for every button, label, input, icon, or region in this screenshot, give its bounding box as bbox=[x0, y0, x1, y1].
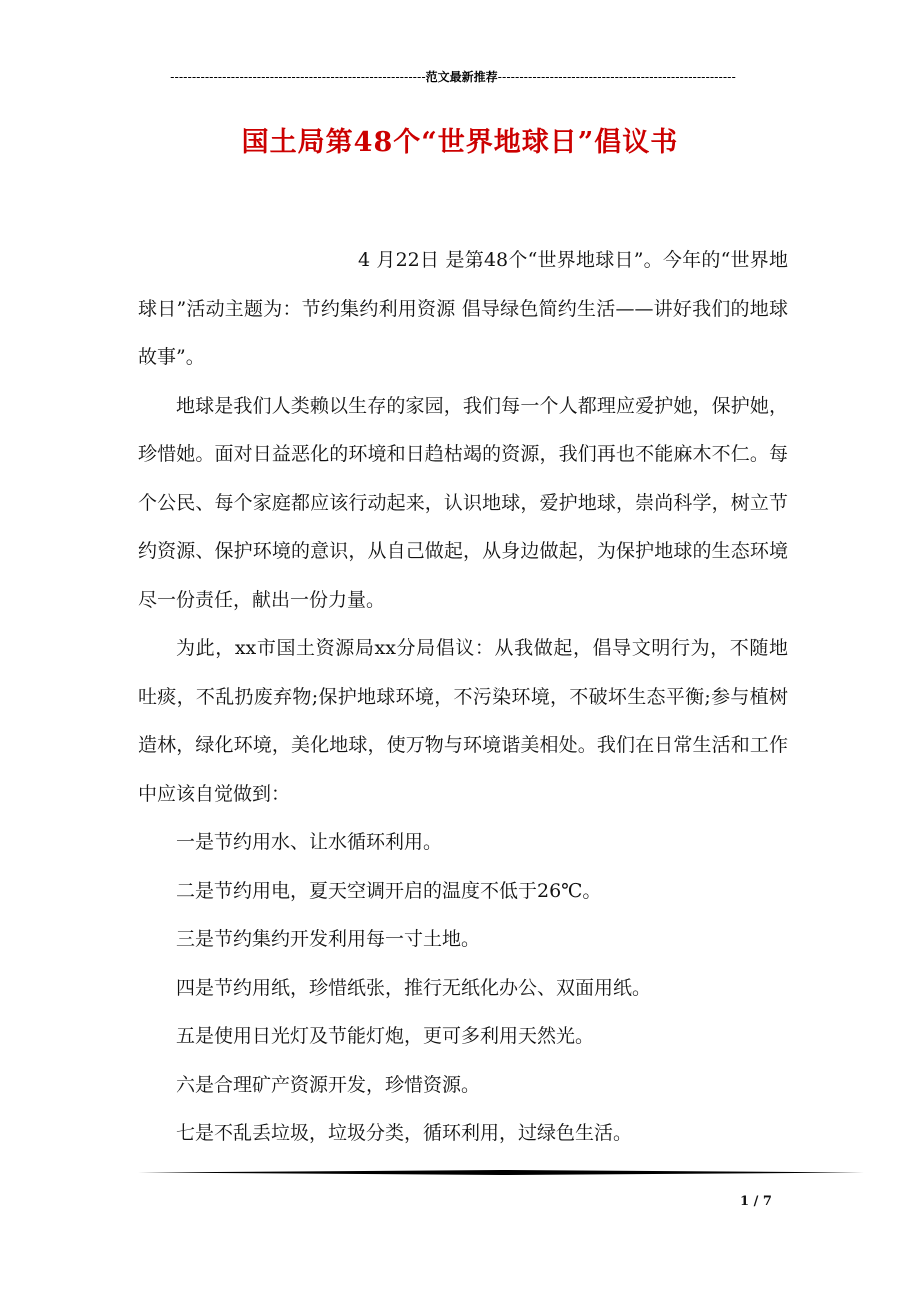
paragraph-earth-home: 地球是我们人类赖以生存的家园，我们每一个人都理应爱护她，保护她，珍惜她。面对日益恶化的环境和日趋枯竭的资源，我们再也不能麻木不仁。每个公民、每个家庭都应该行动起来，认识地球，爱护地球，崇尚科学，树立节约资源、保护环境的意识，从自己做起，从身边做起，为保护地球的生态环境尽一份责任，献出一份力量。 bbox=[138, 394, 788, 611]
paragraph-initiative: 为此，xx市国土资源局xx分局倡议：从我做起，倡导文明行为，不随地吐痰，不乱扔废弃物;保护地球环境，不污染环境，不破坏生态平衡;参与植树造林，绿化环境，美化地球，使万物与环境谐美相处。我们在日常生活和工作中应该自觉做到： bbox=[138, 637, 788, 805]
page-header bbox=[138, 68, 768, 85]
header-label: 范文最新推荐 bbox=[425, 70, 498, 84]
list-item-2: 二是节约用电，夏天空调开启的温度不低于26℃。 bbox=[176, 879, 602, 902]
list-item-7: 七是不乱丢垃圾，垃圾分类，循环利用，过绿色生活。 bbox=[176, 1122, 633, 1144]
footer-divider bbox=[138, 1170, 864, 1175]
list-item-5: 五是使用日光灯及节能灯炮，更可多利用天然光。 bbox=[176, 1025, 595, 1047]
document-title: 国土局第48个“世界地球日”倡议书 bbox=[241, 127, 679, 158]
document-body bbox=[138, 236, 788, 1158]
page-number: 1 / 7 bbox=[740, 1194, 772, 1209]
list-item-6: 六是合理矿产资源开发，珍惜资源。 bbox=[176, 1073, 481, 1096]
paragraph-intro: 4 月22日 是第48个“世界地球日”。今年的“世界地球日”活动主题为：节约集约利用资源 倡导绿色简约生活——讲好我们的地球故事”。 bbox=[138, 249, 788, 368]
header-dashes-left: ----------------------------------------------------------- bbox=[170, 70, 426, 84]
header-dashes-right: ------------------------------------------------------- bbox=[497, 70, 736, 84]
list-item-4: 四是节约用纸，珍惜纸张，推行无纸化办公、双面用纸。 bbox=[176, 976, 652, 999]
list-item-3: 三是节约集约开发利用每一寸土地。 bbox=[176, 928, 481, 950]
list-item-1: 一是节约用水、让水循环利用。 bbox=[176, 831, 443, 853]
